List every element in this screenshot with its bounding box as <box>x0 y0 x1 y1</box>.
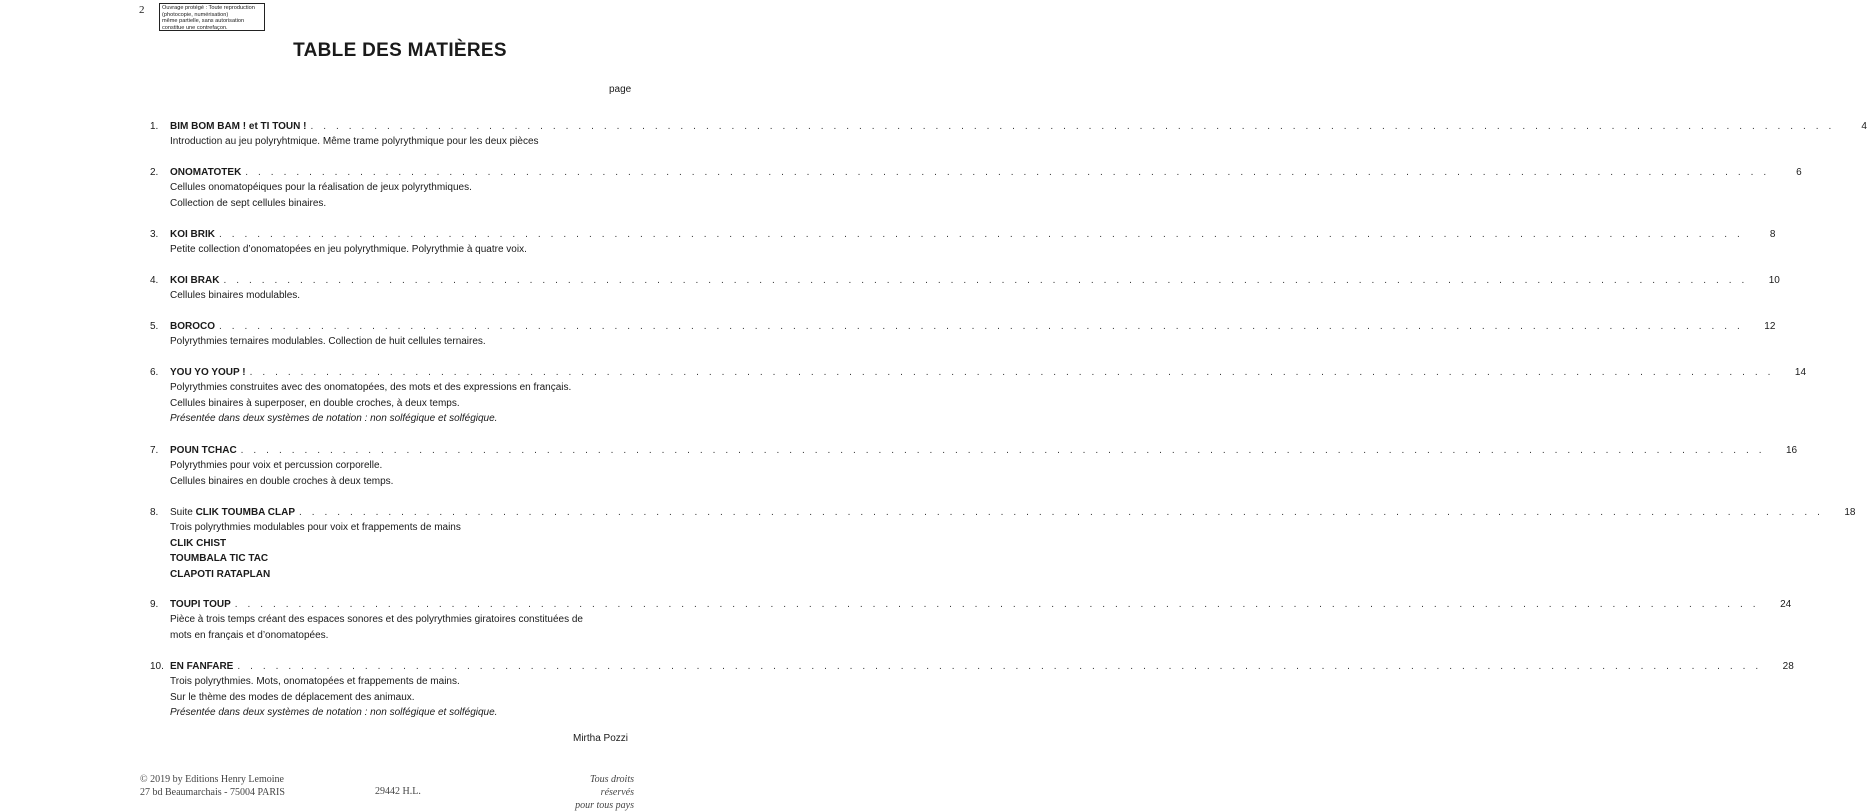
dot-leader: . . . . . . . . . . . . . . . . . . . . . . . . . . . . . . . . . . . . . . . . . . . . . . . . . . . . . . . . . . . . . . . . . . . . . . . . . . . . . . . . . . . . . . . . . . . . . . . . . . . . . . . . . . . . . . . . . . . . . . . . <box>237 661 1762 672</box>
entry-name: ONOMATOTEK <box>170 167 242 178</box>
entry-title <box>170 660 233 674</box>
entry-page: 10 <box>1768 275 1780 286</box>
dot-leader: . . . . . . . . . . . . . . . . . . . . . . . . . . . . . . . . . . . . . . . . . . . . . . . . . . . . . . . . . . . . . . . . . . . . . . . . . . . . . . . . . . . . . . . . . . . . . . . . . . . . . . . . . . . . . . . . . . . . . . . . <box>234 599 1760 610</box>
description-line: Cellules binaires à superposer, en double croches, à deux temps. <box>170 397 460 409</box>
toc-entry <box>150 120 1867 150</box>
entry-name: KOI BRAK <box>170 275 220 286</box>
notice-line: même partielle, sans autorisation <box>162 18 245 25</box>
description-line: Cellules onomatopéiques pour la réalisation de jeux polyrythmiques. <box>170 182 472 193</box>
description-line: Sur le thème des modes de déplacement des animaux. <box>170 691 415 703</box>
page-column-label: page <box>609 84 632 95</box>
entry-number: 6. <box>150 367 159 378</box>
toc-entry <box>150 506 1856 582</box>
entry-name: POUN TCHAC <box>170 445 237 456</box>
copyright-line: © 2019 by Editions Henry Lemoine <box>140 774 284 785</box>
description-line: Polyrythmies ternaires modulables. Collection de huit cellules ternaires. <box>170 336 486 347</box>
entry-name: BOROCO <box>170 321 215 332</box>
entry-page: 16 <box>1785 445 1798 456</box>
entry-description <box>170 674 634 721</box>
copyright-notice-box <box>159 3 265 31</box>
page-number: 2 <box>139 4 145 16</box>
entry-title <box>170 274 219 288</box>
notice-line: constitue une contrefaçon. <box>162 24 228 31</box>
dot-leader: . . . . . . . . . . . . . . . . . . . . . . . . . . . . . . . . . . . . . . . . . . . . . . . . . . . . . . . . . . . . . . . . . . . . . . . . . . . . . . . . . . . . . . . . . . . . . . . . . . . . . . . . . . . . . . . . . . . . . . . . <box>310 121 1835 132</box>
description-line: Polyrythmies construites avec des onomatopées, des mots et des expressions en français. <box>170 382 572 393</box>
notice-line: (photocopie, numérisation) <box>162 11 229 18</box>
toc-entry <box>150 320 1776 350</box>
notice-line: Ouvrage protégé : Toute reproduction <box>162 5 255 11</box>
entry-name: KOI BRIK <box>170 229 215 240</box>
dot-leader: . . . . . . . . . . . . . . . . . . . . . . . . . . . . . . . . . . . . . . . . . . . . . . . . . . . . . . . . . . . . . . . . . . . . . . . . . . . . . . . . . . . . . . . . . . . . . . . . . . . . . . . . . . . . . . . . . . . . . . . . <box>245 167 1770 178</box>
page-title: TABLE DES MATIÈRES <box>293 40 507 61</box>
entry-prefix: Suite <box>170 507 196 518</box>
toc-entry-heading <box>150 228 1776 242</box>
entry-page: 12 <box>1764 321 1776 332</box>
sub-piece-title: CLIK CHIST <box>170 537 227 549</box>
description-line: Collection de sept cellules binaires. <box>170 197 327 209</box>
description-line: Pièce à trois temps créant des espaces sonores et des polyrythmies giratoires constituées de <box>170 614 583 625</box>
entry-page: 8 <box>1769 229 1776 240</box>
dot-leader: . . . . . . . . . . . . . . . . . . . . . . . . . . . . . . . . . . . . . . . . . . . . . . . . . . . . . . . . . . . . . . . . . . . . . . . . . . . . . . . . . . . . . . . . . . . . . . . . . . . . . . . . . . . . . . . . . . . . . . . . <box>219 229 1744 240</box>
toc-entry <box>150 598 1792 643</box>
entry-description <box>170 458 634 489</box>
description-line: Trois polyrythmies modulables pour voix et frappements de mains <box>170 522 461 533</box>
entry-description <box>170 134 634 150</box>
entry-page: 14 <box>1794 367 1807 378</box>
entry-description <box>170 612 634 643</box>
entry-number: 7. <box>150 445 159 456</box>
entry-title <box>170 444 237 458</box>
entry-name: TOUPI TOUP <box>170 599 231 610</box>
entry-description <box>170 520 634 582</box>
entry-title <box>170 598 231 612</box>
entry-title <box>170 506 295 520</box>
description-line: Trois polyrythmies. Mots, onomatopées et frappements de mains. <box>170 676 460 687</box>
entry-description <box>170 242 634 258</box>
dot-leader: . . . . . . . . . . . . . . . . . . . . . . . . . . . . . . . . . . . . . . . . . . . . . . . . . . . . . . . . . . . . . . . . . . . . . . . . . . . . . . . . . . . . . . . . . . . . . . . . . . . . . . . . . . . . . . . . . . . . . . . . <box>223 275 1748 286</box>
notation-note: Présentée dans deux systèmes de notation : non solfégique et solfégique. <box>170 707 498 718</box>
notation-note: Présentée dans deux systèmes de notation : non solfégique et solfégique. <box>170 413 498 424</box>
description-line: Petite collection d’onomatopées en jeu polyrythmique. Polyrythmie à quatre voix. <box>170 244 527 255</box>
toc-entry-heading <box>150 598 1792 612</box>
description-line: Polyrythmies pour voix et percussion corporelle. <box>170 460 383 471</box>
entry-number: 2. <box>150 167 159 178</box>
entry-name: EN FANFARE <box>170 661 234 672</box>
entry-number: 8. <box>150 507 159 518</box>
toc-entry-heading <box>150 366 1807 380</box>
toc-entry <box>150 228 1776 258</box>
entry-page: 4 <box>1861 121 1867 132</box>
entry-number: 9. <box>150 599 159 610</box>
author-name: Mirtha Pozzi <box>573 733 629 744</box>
toc-entry-heading <box>150 120 1867 134</box>
entry-title <box>170 228 215 242</box>
toc-entry-heading <box>150 660 1794 674</box>
entry-number: 10. <box>150 661 164 672</box>
entry-page: 28 <box>1782 661 1794 672</box>
description-line: Cellules binaires en double croches à deux temps. <box>170 475 394 487</box>
dot-leader: . . . . . . . . . . . . . . . . . . . . . . . . . . . . . . . . . . . . . . . . . . . . . . . . . . . . . . . . . . . . . . . . . . . . . . . . . . . . . . . . . . . . . . . . . . . . . . . . . . . . . . . . . . . . . . . . . . . . . . . . <box>219 321 1744 332</box>
entry-name: CLIK TOUMBA CLAP <box>195 507 296 518</box>
entry-number: 1. <box>150 121 159 132</box>
entry-title <box>170 320 215 334</box>
toc-entry <box>150 444 1798 489</box>
sub-piece-title: TOUMBALA TIC TAC <box>170 553 269 564</box>
entry-number: 3. <box>150 229 159 240</box>
toc-entry-heading <box>150 166 1802 180</box>
toc-entry-heading <box>150 506 1856 520</box>
rights-notice <box>560 773 634 812</box>
publisher-info <box>140 773 285 799</box>
entry-name: BIM BOM BAM ! et TI TOUN ! <box>170 121 307 132</box>
toc-entry <box>150 274 1780 304</box>
entry-description <box>170 288 634 304</box>
entry-title <box>170 366 246 380</box>
entry-name: YOU YO YOUP ! <box>170 367 246 378</box>
rights-line: pour tous pays <box>575 800 634 811</box>
dot-leader: . . . . . . . . . . . . . . . . . . . . . . . . . . . . . . . . . . . . . . . . . . . . . . . . . . . . . . . . . . . . . . . . . . . . . . . . . . . . . . . . . . . . . . . . . . . . . . . . . . . . . . . . . . . . . . . . . . . . . . . . <box>240 445 1766 456</box>
address-line: 27 bd Beaumarchais - 75004 PARIS <box>140 787 285 798</box>
dot-leader: . . . . . . . . . . . . . . . . . . . . . . . . . . . . . . . . . . . . . . . . . . . . . . . . . . . . . . . . . . . . . . . . . . . . . . . . . . . . . . . . . . . . . . . . . . . . . . . . . . . . . . . . . . . . . . . . . . . . . . . . <box>249 367 1775 378</box>
toc-entry <box>150 660 1794 721</box>
toc-entry <box>150 366 1807 427</box>
description-line: Cellules binaires modulables. <box>170 290 301 301</box>
entry-description <box>170 180 634 211</box>
toc-entry <box>150 166 1802 211</box>
entry-page: 6 <box>1796 167 1802 178</box>
description-line: Introduction au jeu polyryhtmique. Même trame polyrythmique pour les deux pièces <box>170 136 539 147</box>
toc-entry-heading <box>150 444 1798 458</box>
entry-description <box>170 380 634 427</box>
toc-entry-heading <box>150 320 1776 334</box>
toc-entry-heading <box>150 274 1780 288</box>
entry-description <box>170 334 634 350</box>
catalog-code: 29442 H.L. <box>375 786 421 797</box>
sub-piece-title: CLAPOTI RATAPLAN <box>170 568 271 580</box>
rights-line: Tous droits réservés <box>589 774 634 798</box>
entry-title <box>170 166 241 180</box>
entry-page: 24 <box>1780 599 1792 610</box>
description-line: mots en français et d’onomatopées. <box>170 629 329 641</box>
entry-number: 4. <box>150 275 159 286</box>
entry-title <box>170 120 306 134</box>
entry-page: 18 <box>1844 507 1856 518</box>
entry-number: 5. <box>150 321 159 332</box>
dot-leader: . . . . . . . . . . . . . . . . . . . . . . . . . . . . . . . . . . . . . . . . . . . . . . . . . . . . . . . . . . . . . . . . . . . . . . . . . . . . . . . . . . . . . . . . . . . . . . . . . . . . . . . . . . . . . . . . . . . . . . . . <box>299 507 1824 518</box>
